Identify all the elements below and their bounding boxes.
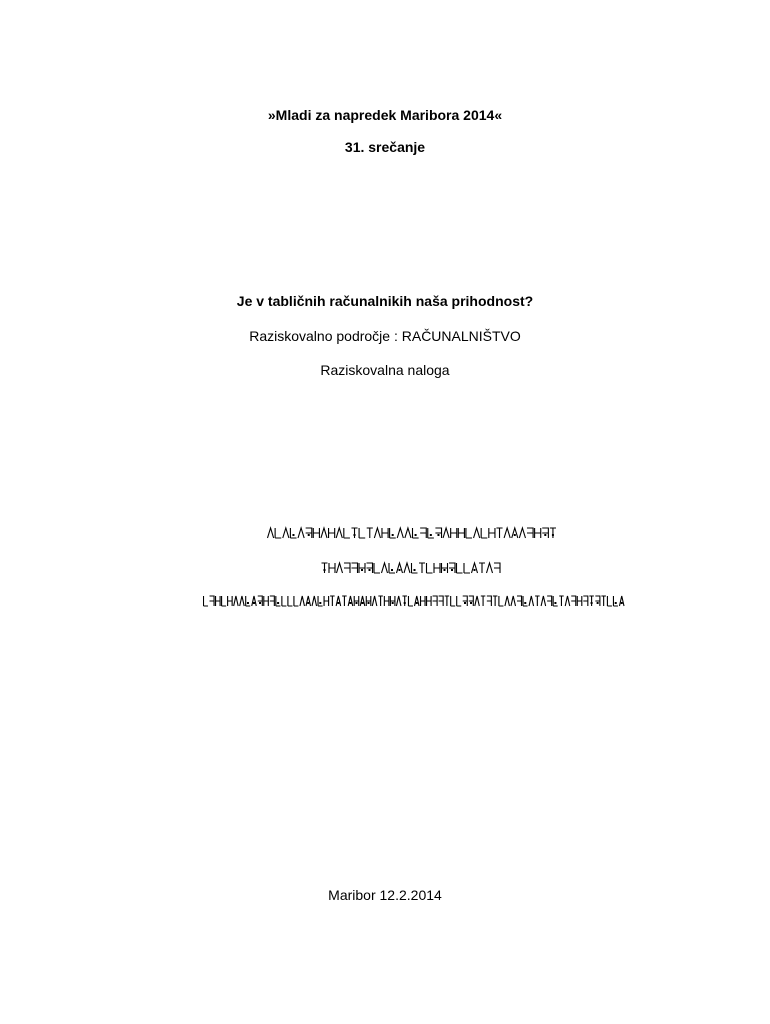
- garbled-glyph: [374, 563, 380, 573]
- garbled-glyph: [493, 596, 498, 606]
- garbled-glyph: [312, 596, 317, 606]
- garbled-glyphs: [267, 524, 557, 542]
- garbled-glyph: [583, 596, 588, 606]
- research-title: Je v tabličnih računalnikih naša prihodnost?: [236, 293, 534, 309]
- garbled-glyph: [300, 596, 305, 606]
- garbled-glyph: [359, 528, 365, 538]
- garbled-glyph: [517, 596, 522, 606]
- garbled-glyph: [472, 563, 478, 573]
- garbled-glyph: [449, 563, 455, 573]
- garbled-glyph: [294, 596, 299, 606]
- garbled-glyph: [270, 596, 275, 606]
- garbled-author-line-2: [321, 559, 501, 577]
- garbled-glyph: [619, 596, 624, 606]
- garbled-glyph: [382, 563, 388, 573]
- garbled-glyph: [451, 528, 457, 538]
- garbled-glyph: [489, 528, 495, 538]
- garbled-glyph: [204, 596, 209, 606]
- research-type: Raziskovalna naloga: [320, 362, 450, 378]
- garbled-glyph: [420, 528, 426, 538]
- garbled-glyph: [589, 596, 594, 606]
- garbled-glyph: [457, 596, 462, 606]
- garbled-glyph: [405, 528, 411, 538]
- garbled-glyph: [487, 563, 493, 573]
- garbled-glyph: [571, 596, 576, 606]
- garbled-glyph: [298, 528, 304, 538]
- garbled-glyph: [553, 596, 558, 606]
- garbled-glyph: [352, 563, 358, 573]
- garbled-glyph: [559, 596, 564, 606]
- garbled-glyph: [504, 528, 510, 538]
- garbled-glyph: [264, 596, 269, 606]
- garbled-glyph: [529, 596, 534, 606]
- place-and-date: Maribor 12.2.2014: [328, 887, 442, 903]
- garbled-glyph: [463, 596, 468, 606]
- garbled-glyph: [378, 596, 383, 606]
- garbled-glyph: [216, 596, 221, 606]
- garbled-glyph: [366, 596, 371, 606]
- garbled-glyph: [433, 596, 438, 606]
- garbled-glyph: [445, 596, 450, 606]
- garbled-glyph: [577, 596, 582, 606]
- garbled-glyph: [413, 528, 419, 538]
- garbled-glyph: [519, 528, 525, 538]
- garbled-glyph: [415, 596, 420, 606]
- garbled-glyph: [344, 528, 350, 538]
- garbled-glyph: [542, 528, 548, 538]
- garbled-glyph: [487, 596, 492, 606]
- garbled-glyph: [306, 528, 312, 538]
- garbled-glyph: [481, 528, 487, 538]
- garbled-glyph: [435, 528, 441, 538]
- garbled-glyph: [351, 528, 357, 538]
- garbled-glyph: [469, 596, 474, 606]
- garbled-glyph: [494, 563, 500, 573]
- garbled-glyph: [458, 528, 464, 538]
- garbled-glyph: [390, 596, 395, 606]
- garbled-glyph: [541, 596, 546, 606]
- garbled-glyph: [535, 596, 540, 606]
- garbled-glyph: [397, 528, 403, 538]
- garbled-glyph: [523, 596, 528, 606]
- research-field: Raziskovalno področje : RAČUNALNIŠTVO: [249, 328, 521, 344]
- garbled-glyph: [550, 528, 556, 538]
- garbled-glyph: [374, 528, 380, 538]
- garbled-glyph: [282, 596, 287, 606]
- garbled-glyph: [408, 596, 413, 606]
- garbled-glyph: [607, 596, 612, 606]
- garbled-glyph: [404, 563, 410, 573]
- garbled-glyph: [535, 528, 541, 538]
- garbled-glyph: [288, 596, 293, 606]
- garbled-glyph: [499, 596, 504, 606]
- garbled-glyph: [313, 528, 319, 538]
- garbled-glyph: [427, 563, 433, 573]
- garbled-glyph: [210, 596, 215, 606]
- garbled-glyph: [252, 596, 257, 606]
- garbled-glyphs: [321, 559, 501, 577]
- garbled-glyph: [595, 596, 600, 606]
- garbled-glyph: [613, 596, 618, 606]
- garbled-glyph: [427, 596, 432, 606]
- garbled-glyph: [290, 528, 296, 538]
- garbled-glyph: [336, 596, 341, 606]
- garbled-glyph: [419, 563, 425, 573]
- competition-title: »Mladi za napredek Maribora 2014«: [267, 107, 503, 123]
- garbled-glyph: [330, 596, 335, 606]
- garbled-glyph: [601, 596, 606, 606]
- garbled-glyph: [344, 563, 350, 573]
- garbled-glyph: [318, 596, 323, 606]
- garbled-glyph: [246, 596, 251, 606]
- garbled-glyph: [475, 596, 480, 606]
- garbled-glyph: [421, 596, 426, 606]
- meeting-number: 31. srečanje: [344, 139, 426, 155]
- garbled-glyph: [466, 528, 472, 538]
- garbled-glyph: [324, 596, 329, 606]
- garbled-glyph: [275, 528, 281, 538]
- garbled-glyph: [329, 528, 335, 538]
- garbled-glyph: [464, 563, 470, 573]
- garbled-glyph: [443, 528, 449, 538]
- garbled-glyph: [428, 528, 434, 538]
- garbled-glyph: [240, 596, 245, 606]
- garbled-glyph: [276, 596, 281, 606]
- garbled-glyph: [234, 596, 239, 606]
- garbled-glyph: [512, 528, 518, 538]
- garbled-glyph: [360, 596, 365, 606]
- garbled-glyph: [474, 528, 480, 538]
- garbled-glyph: [457, 563, 463, 573]
- garbled-author-line-1: [267, 524, 557, 542]
- garbled-glyph: [367, 528, 373, 538]
- garbled-glyph: [434, 563, 440, 573]
- garbled-glyph: [306, 596, 311, 606]
- garbled-glyph: [451, 596, 456, 606]
- garbled-glyph: [496, 528, 502, 538]
- garbled-glyph: [228, 596, 233, 606]
- garbled-glyph: [527, 528, 533, 538]
- garbled-glyph: [412, 563, 418, 573]
- garbled-glyph: [396, 596, 401, 606]
- garbled-glyph: [505, 596, 510, 606]
- garbled-glyph: [321, 528, 327, 538]
- garbled-glyph: [382, 528, 388, 538]
- garbled-glyph: [367, 563, 373, 573]
- garbled-glyph: [329, 563, 335, 573]
- garbled-glyph: [348, 596, 353, 606]
- garbled-glyph: [336, 528, 342, 538]
- garbled-glyph: [442, 563, 448, 573]
- garbled-glyph: [258, 596, 263, 606]
- garbled-glyph: [384, 596, 389, 606]
- garbled-glyph: [359, 563, 365, 573]
- garbled-glyph: [390, 528, 396, 538]
- garbled-glyph: [565, 596, 570, 606]
- garbled-glyph: [322, 563, 328, 573]
- garbled-glyph: [354, 596, 359, 606]
- garbled-glyph: [481, 596, 486, 606]
- garbled-glyph: [337, 563, 343, 573]
- garbled-glyph: [283, 528, 289, 538]
- garbled-glyph: [222, 596, 227, 606]
- garbled-glyphs: [203, 592, 625, 610]
- garbled-glyph: [342, 596, 347, 606]
- garbled-glyph: [547, 596, 552, 606]
- garbled-glyph: [268, 528, 274, 538]
- garbled-glyph: [511, 596, 516, 606]
- garbled-mentor-line: [203, 592, 625, 610]
- garbled-glyph: [479, 563, 485, 573]
- garbled-glyph: [397, 563, 403, 573]
- garbled-glyph: [402, 596, 407, 606]
- garbled-glyph: [372, 596, 377, 606]
- garbled-glyph: [439, 596, 444, 606]
- garbled-glyph: [389, 563, 395, 573]
